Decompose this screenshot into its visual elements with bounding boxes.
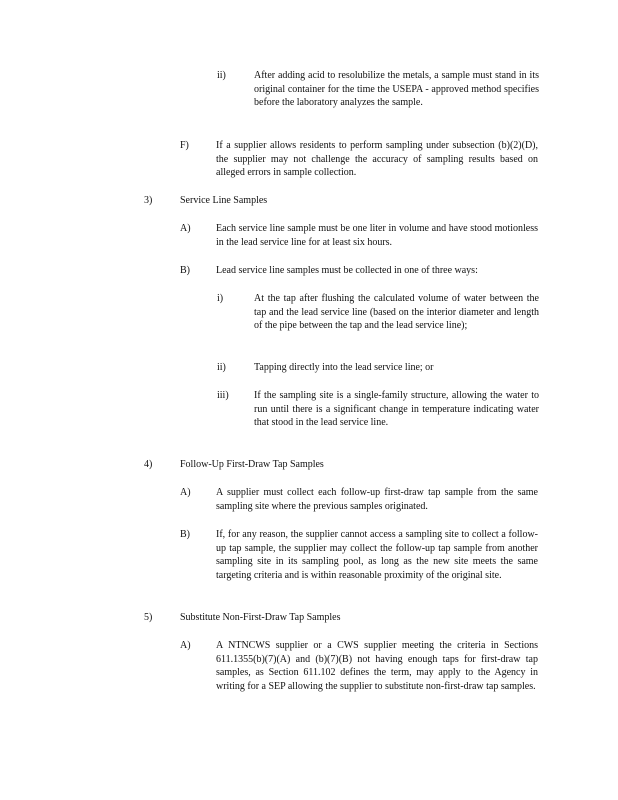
clause-text: A supplier must collect each follow-up first-draw tap sample from the same sampling site where the previous samples originated.: [216, 487, 538, 512]
section-title: Service Line Samples: [180, 195, 268, 206]
clause-label: i): [217, 293, 224, 304]
clause-label: ii): [217, 70, 226, 81]
clause-label: B): [180, 265, 190, 276]
clause-text: A NTNCWS supplier or a CWS supplier meeting the criteria in Sections 611.1355(b)(7)(A) and (b)(7)(B) not having enough taps for first-draw tap samples, as Section 611.102 defines the term, may apply to the Agency in writing for a SEP allowing the supplier to substitute non-first-draw tap samples.: [216, 640, 538, 692]
section-number: 3): [144, 195, 153, 206]
clause-label: iii): [217, 390, 229, 401]
clause-label: A): [180, 640, 191, 651]
clause-text: If a supplier allows residents to perform sampling under subsection (b)(2)(D), the supplier may not challenge the accuracy of sampling results based on alleged errors in sample collection.: [216, 140, 538, 179]
clause-label: ii): [217, 362, 226, 373]
section-number: 4): [144, 459, 153, 470]
clause-text: Each service line sample must be one liter in volume and have stood motionless in the lead service line for at least six hours.: [216, 223, 538, 248]
section-number: 5): [144, 612, 153, 623]
clause-label: F): [180, 140, 189, 151]
clause-text: Lead service line samples must be collected in one of three ways:: [216, 265, 478, 276]
section-title: Substitute Non-First-Draw Tap Samples: [180, 612, 341, 623]
clause-text: Tapping directly into the lead service line; or: [254, 362, 434, 373]
clause-text: At the tap after flushing the calculated volume of water between the tap and the lead service line (based on the interior diameter and length of the pipe between the tap and the lead service line);: [254, 293, 539, 332]
clause-label: A): [180, 487, 191, 498]
clause-text: After adding acid to resolubilize the metals, a sample must stand in its original container for the time the USEPA - approved method specifies before the laboratory analyzes the sample.: [254, 70, 539, 109]
section-title: Follow-Up First-Draw Tap Samples: [180, 459, 324, 470]
clause-label: B): [180, 529, 190, 540]
clause-text: If, for any reason, the supplier cannot access a sampling site to collect a follow-up tap sample, the supplier may collect the follow-up tap sample from another sampling site in its sampling pool, as long as the new site meets the same targeting criteria and is within reasonable proximity of the original site.: [216, 529, 538, 581]
clause-label: A): [180, 223, 191, 234]
clause-text: If the sampling site is a single-family structure, allowing the water to run until there is a significant change in temperature indicating water that stood in the lead service line.: [254, 390, 539, 429]
